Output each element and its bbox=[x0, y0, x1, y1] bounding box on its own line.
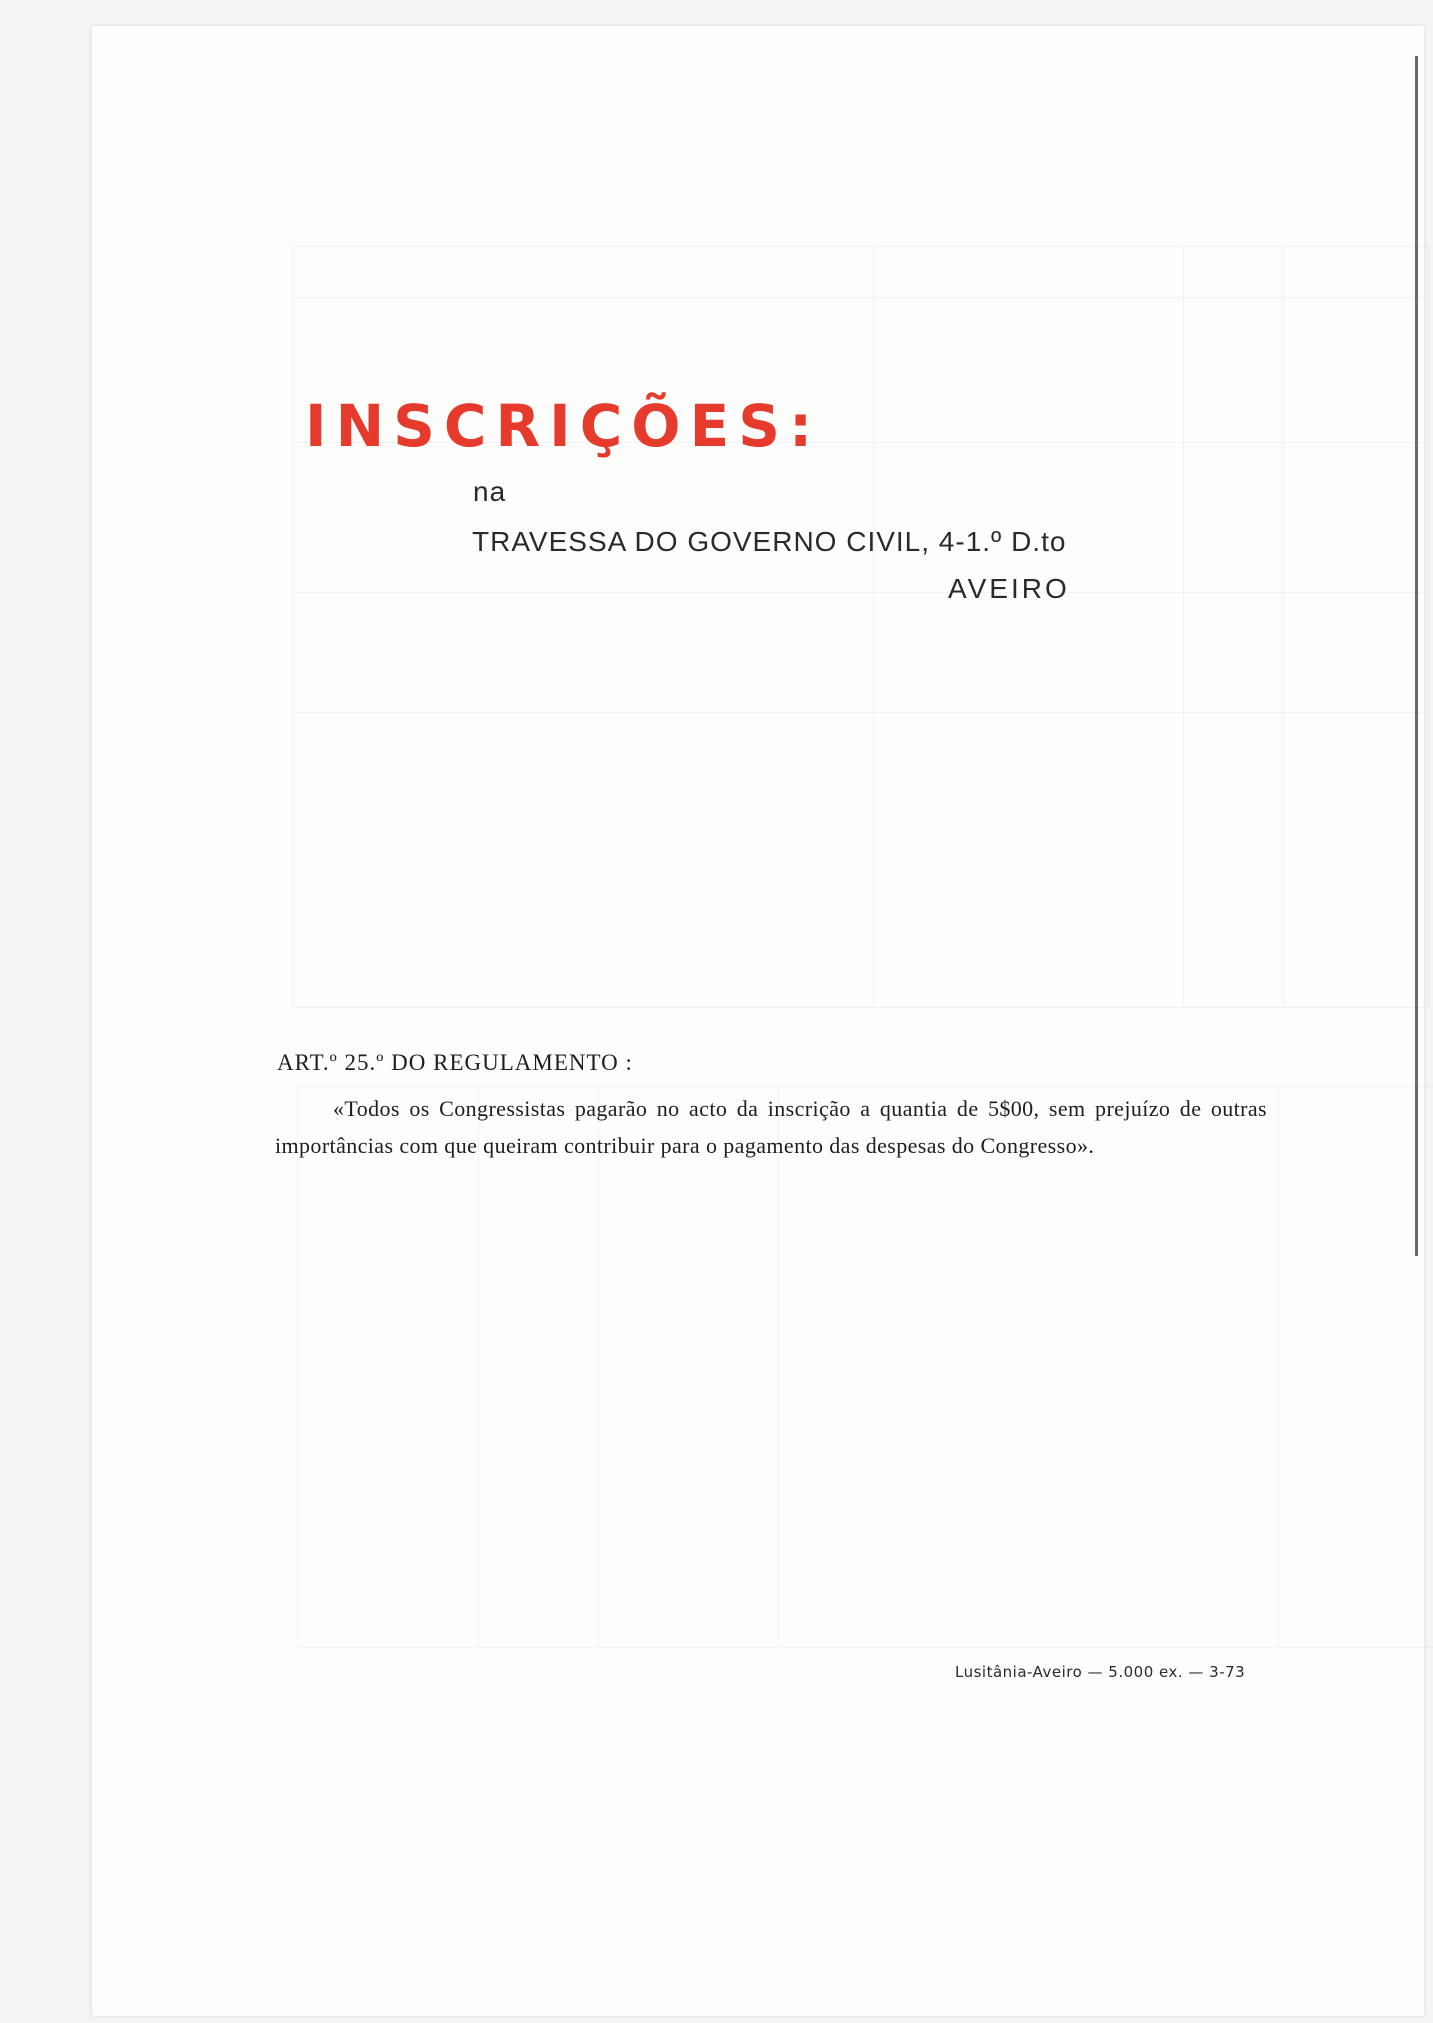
address-city: AVEIRO bbox=[948, 573, 1070, 604]
show-through-table bbox=[292, 246, 1429, 1008]
document-page bbox=[92, 26, 1424, 2016]
address-prefix: na bbox=[473, 476, 507, 507]
regulation-title: ART.º 25.º DO REGULAMENTO : bbox=[277, 1050, 633, 1075]
page-title: INSCRIÇÕES: bbox=[305, 392, 822, 460]
address-street: TRAVESSA DO GOVERNO CIVIL, 4-1.º D.to bbox=[472, 526, 1067, 557]
show-through-table-lower bbox=[297, 1086, 1433, 1648]
printer-imprint: Lusitânia-Aveiro — 5.000 ex. — 3-73 bbox=[955, 1663, 1246, 1681]
regulation-text: «Todos os Congressistas pagarão no acto da inscrição a quantia de 5$00, sem prejuízo de outras importâncias com que queiram contribuir para o pagamento das despesas do Congresso». bbox=[275, 1096, 1267, 1158]
